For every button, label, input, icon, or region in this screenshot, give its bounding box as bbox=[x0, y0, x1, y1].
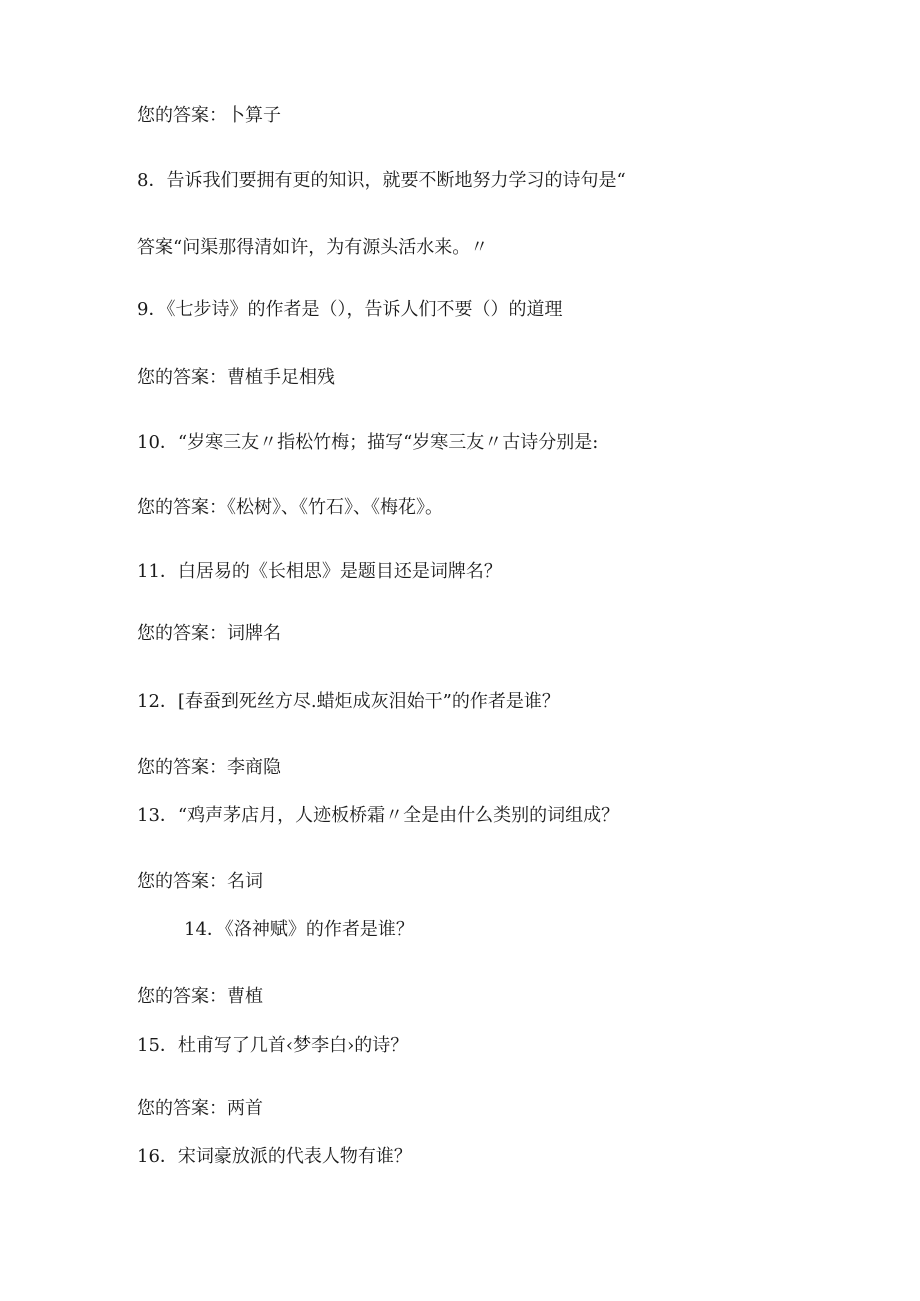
answer-line: 您的答案：曹植手足相残 bbox=[137, 367, 335, 388]
answer-line: 您的答案：两首 bbox=[137, 1098, 263, 1119]
answer-line: 答案“问渠那得清如许，为有源头活水来。〃 bbox=[137, 237, 489, 258]
question-13: 13．“鸡声茅店月，人迹板桥霜〃全是由什么类别的词组成？ bbox=[137, 805, 620, 826]
question-11: 11．白居易的《长相思》是题目还是词牌名？ bbox=[137, 561, 502, 582]
answer-line: 您的答案：曹植 bbox=[137, 986, 263, 1007]
question-15: 15．杜甫写了几首‹梦李白›的诗？ bbox=[137, 1035, 409, 1056]
question-9: 9．《七步诗》的作者是（），告诉人们不要（）的道理 bbox=[137, 299, 563, 320]
question-14: 14．《洛神赋》的作者是谁？ bbox=[184, 919, 414, 940]
answer-line: 您的答案：名词 bbox=[137, 871, 263, 892]
answer-line: 您的答案：李商隐 bbox=[137, 757, 281, 778]
question-8: 8．告诉我们要拥有更的知识，就要不断地努力学习的诗句是“ bbox=[137, 170, 626, 191]
question-12: 12．[春蚕到死丝方尽.蜡炬成灰泪始干”的作者是谁？ bbox=[137, 691, 560, 712]
question-10: 10．“岁寒三友〃指松竹梅；描写“岁寒三友〃古诗分别是: bbox=[137, 432, 599, 453]
answer-line: 您的答案：卜算子 bbox=[137, 105, 281, 126]
question-16: 16．宋词豪放派的代表人物有谁？ bbox=[137, 1146, 412, 1167]
answer-line: 您的答案：词牌名 bbox=[137, 623, 281, 644]
answer-line: 您的答案：《松树》、《竹石》、《梅花》。 bbox=[137, 497, 443, 518]
